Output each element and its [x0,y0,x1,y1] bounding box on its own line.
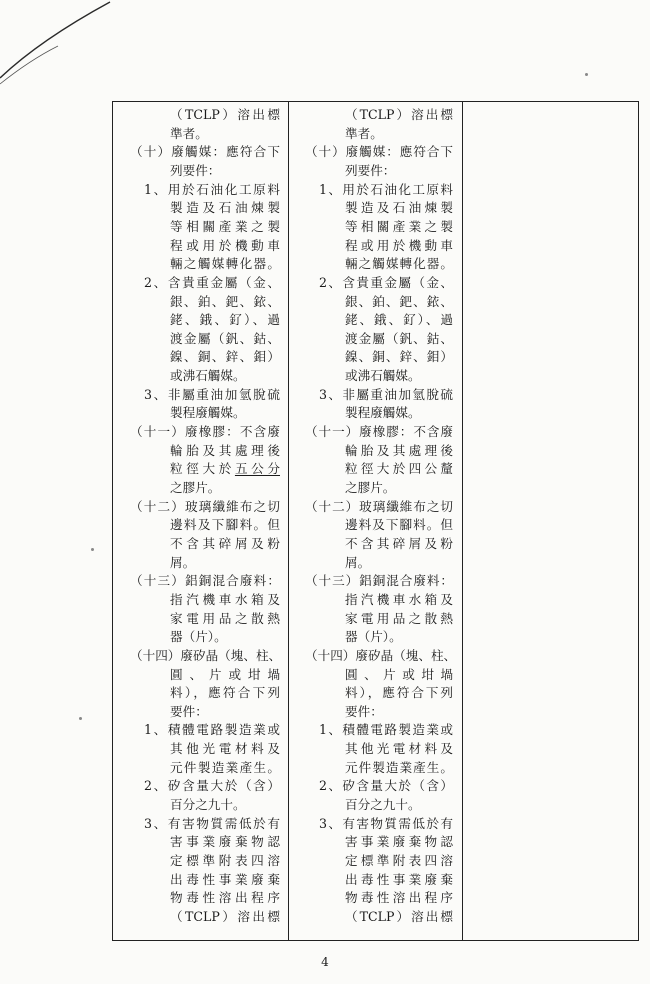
text-line: 害事業廢棄物認 [345,834,453,850]
text-line: （十一）廢橡膠：不含廢 [130,424,280,440]
scan-speck [91,548,94,551]
text-line: 2、矽含量大於（含） [319,778,453,794]
text-line: 害事業廢棄物認 [170,834,280,850]
text-line: 圓、片或坩堝 [345,666,453,682]
text-line: 指汽機車水箱及 [345,591,453,607]
text-line: 百分之九十。 [170,797,246,813]
text-line: （TCLP）溶出標 [345,107,453,122]
text-line: 邊料及下腳料。但 [345,517,453,533]
column-divider-1 [288,102,289,940]
text-line: 元件製造業產生。 [345,759,453,775]
text-line: （TCLP）溶出標 [345,908,453,924]
text-line: 列要件： [170,162,221,178]
text-line: （十二）玻璃纖維布之切 [305,498,453,514]
text-line: 之膠片。 [345,480,396,495]
text-line: 渡金屬（釩、鈷、 [170,330,280,346]
scan-speck [79,717,82,720]
text-line: 其他光電材料及 [170,741,280,757]
text-line: 其他光電材料及 [345,741,453,757]
text-line: 家電用品之散熱 [345,610,453,626]
text-line: 屑。 [170,554,196,570]
text-line: 出毒性事業廢棄 [170,871,280,887]
text-line: （十三）鋁銅混合廢料： [130,573,280,589]
text-line: 2、含貴重金屬（金、 [319,274,453,290]
text-line: 元件製造業產生。 [170,759,280,775]
text-line: 輪胎及其處理後 [170,442,280,458]
text-line: 列要件： [345,162,396,178]
text-segment: 粒徑大於 [170,461,235,477]
text-line: 製造及石油煉製 [345,200,453,216]
text-line: 器（片）。 [345,629,402,645]
text-line: 3、非屬重油加氫脫硫 [144,386,280,402]
text-line: 銠、鋨、釕）、過 [345,312,453,328]
text-line: 不含其碎屑及粉 [345,535,453,551]
text-line: 之膠片。 [170,480,221,495]
text-line: 不含其碎屑及粉 [170,535,280,551]
text-line: 輪胎及其處理後 [345,442,453,458]
text-line: 要件： [170,703,208,719]
comparison-table [112,101,639,941]
text-line: 1、積體電路製造業或 [144,722,280,738]
text-line: 3、有害物質需低於有 [144,815,280,831]
text-line: 1、用於石油化工原料 [319,181,453,197]
text-line: 準者。 [170,125,208,141]
scan-corner-fold-mark [0,0,120,90]
text-line: 屑。 [345,554,371,570]
text-line: 要件： [345,703,383,719]
text-line: 器（片）。 [170,629,227,645]
text-line: 銀、鉑、鈀、銥、 [345,293,453,309]
underlined-amendment: 五公分 [234,461,280,477]
text-line: （十四）廢矽晶（塊、柱、 [305,647,457,663]
text-line: （十）廢觸媒：應符合下 [130,144,280,160]
text-line: （十四）廢矽晶（塊、柱、 [130,647,282,663]
text-line: 料），應符合下列 [345,685,453,701]
text-line: 物毒性溶出程序 [345,890,453,906]
text-line: （十三）鋁銅混合廢料： [305,573,453,589]
text-line: 鎳、銅、鋅、鉬） [345,349,453,365]
column-divider-2 [462,102,463,940]
text-line: 輛之觸媒轉化器。 [345,256,453,272]
text-line: 製造及石油煉製 [170,200,280,216]
text-line: 銀、鉑、鈀、銥、 [170,293,280,309]
page-number: 4 [321,955,329,969]
text-line: 料），應符合下列 [170,685,280,701]
text-line: 程或用於機動車 [170,237,280,253]
text-line: 或沸石觸媒。 [345,368,421,384]
text-line: 程或用於機動車 [345,237,453,253]
scan-speck [585,73,588,76]
text-line: 出毒性事業廢棄 [345,871,453,887]
text-line: 銠、鋨、釕）、過 [170,312,280,328]
text-line: 渡金屬（釩、鈷、 [345,330,453,346]
text-line: 3、有害物質需低於有 [319,815,453,831]
text-line: 2、含貴重金屬（金、 [144,274,280,290]
text-line: 鎳、銅、鋅、鉬） [170,349,280,365]
text-line: （十二）玻璃纖維布之切 [130,498,280,514]
text-line: 或沸石觸媒。 [170,368,246,384]
text-line: 家電用品之散熱 [170,610,280,626]
text-line: 製程廢觸媒。 [170,405,246,421]
text-line: 指汽機車水箱及 [170,591,280,607]
text-line: 邊料及下腳料。但 [170,517,280,533]
text-line: 1、用於石油化工原料 [144,181,280,197]
text-line [170,460,280,478]
text-line: 百分之九十。 [345,797,421,813]
text-line: （十一）廢橡膠：不含廢 [305,424,453,440]
text-line: 定標準附表四溶 [170,853,280,868]
text-line: 輛之觸媒轉化器。 [170,256,280,272]
text-line: 等相關產業之製 [345,218,453,234]
text-line: （TCLP）溶出標 [170,107,280,122]
text-line: 1、積體電路製造業或 [319,722,453,738]
text-line: （TCLP）溶出標 [170,908,280,924]
text-line: 製程廢觸媒。 [345,405,421,421]
text-line: 圓、片或坩堝 [170,666,280,682]
text-line: 準者。 [345,125,383,141]
text-line: 定標準附表四溶 [345,853,453,868]
text-line: 粒徑大於四公釐 [345,461,453,477]
text-line: 3、非屬重油加氫脫硫 [319,386,453,402]
text-line: 2、矽含量大於（含） [144,778,280,794]
text-line: （十）廢觸媒：應符合下 [305,144,453,160]
text-line: 物毒性溶出程序 [170,890,280,906]
text-line: 等相關產業之製 [170,218,280,234]
